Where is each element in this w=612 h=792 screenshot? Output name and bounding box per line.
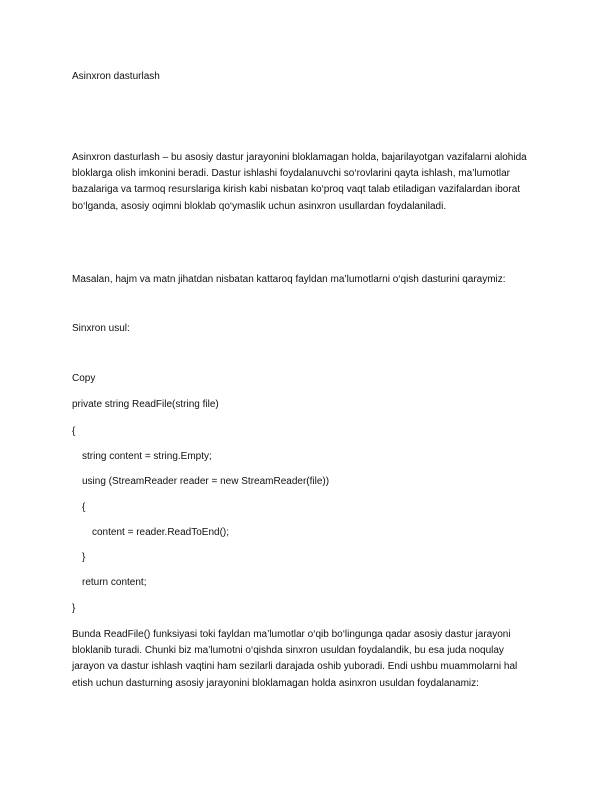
explanation-paragraph (72, 627, 542, 692)
code-line: } (72, 603, 76, 614)
code-line: } (82, 552, 86, 563)
code-line: private string ReadFile(string file) (72, 399, 219, 410)
code-line: { (82, 502, 86, 513)
intro-line: bloklarga olish imkonini beradi. Dastur ishlashi foydalanuvchi so‘rovlarini qayta ishlash, ma’lumotlar (72, 168, 510, 180)
sync-label: Sinxron usul: (72, 323, 130, 334)
code-line: { (72, 426, 76, 437)
code-line: return content; (82, 577, 147, 588)
explanation-line: Bunda ReadFile() funksiyasi toki fayldan ma’lumotlar o‘qib bo‘lingunga qadar asosiy dastur jarayoni (72, 629, 511, 640)
explanation-line: jarayon va dastur ishlash vaqtini ham sezilarli darajada oshib yuboradi. Endi ushbu muammolarni hal (72, 661, 518, 673)
explanation-line: bloklanib turadi. Chunki biz ma’lumotni o‘qishda sinxron usuldan foydalandik, bu esa juda noqulay (72, 645, 504, 657)
intro-line: Asinxron dasturlash – bu asosiy dastur jarayonini bloklamagan holda, bajarilayotgan vazifalarni alohida (72, 152, 527, 163)
explanation-line: etish uchun dasturning asosiy jarayonini bloklamagan holda asinxron usuldan foydalanamiz: (72, 677, 479, 689)
code-line: content = reader.ReadToEnd(); (92, 527, 230, 538)
code-line: using (StreamReader reader = new StreamReader(file)) (82, 476, 330, 487)
document-title: Asinxron dasturlash (72, 71, 160, 82)
example-intro: Masalan, hajm va matn jihatdan nisbatan kattaroq fayldan ma’lumotlarni o‘qish dasturini qaraymiz: (72, 274, 506, 285)
intro-line: bazalariga va tarmoq resurslariga kirish kabi nisbatan ko‘proq vaqt talab etiladigan vazifalardan iborat (72, 184, 521, 196)
intro-line: bo‘lganda, asosiy oqimni bloklab qo‘ymaslik uchun asinxron usullardan foydalaniladi. (72, 200, 447, 212)
copy-label: Copy (72, 373, 96, 384)
code-line: string content = string.Empty; (82, 451, 212, 462)
intro-paragraph (72, 150, 542, 215)
